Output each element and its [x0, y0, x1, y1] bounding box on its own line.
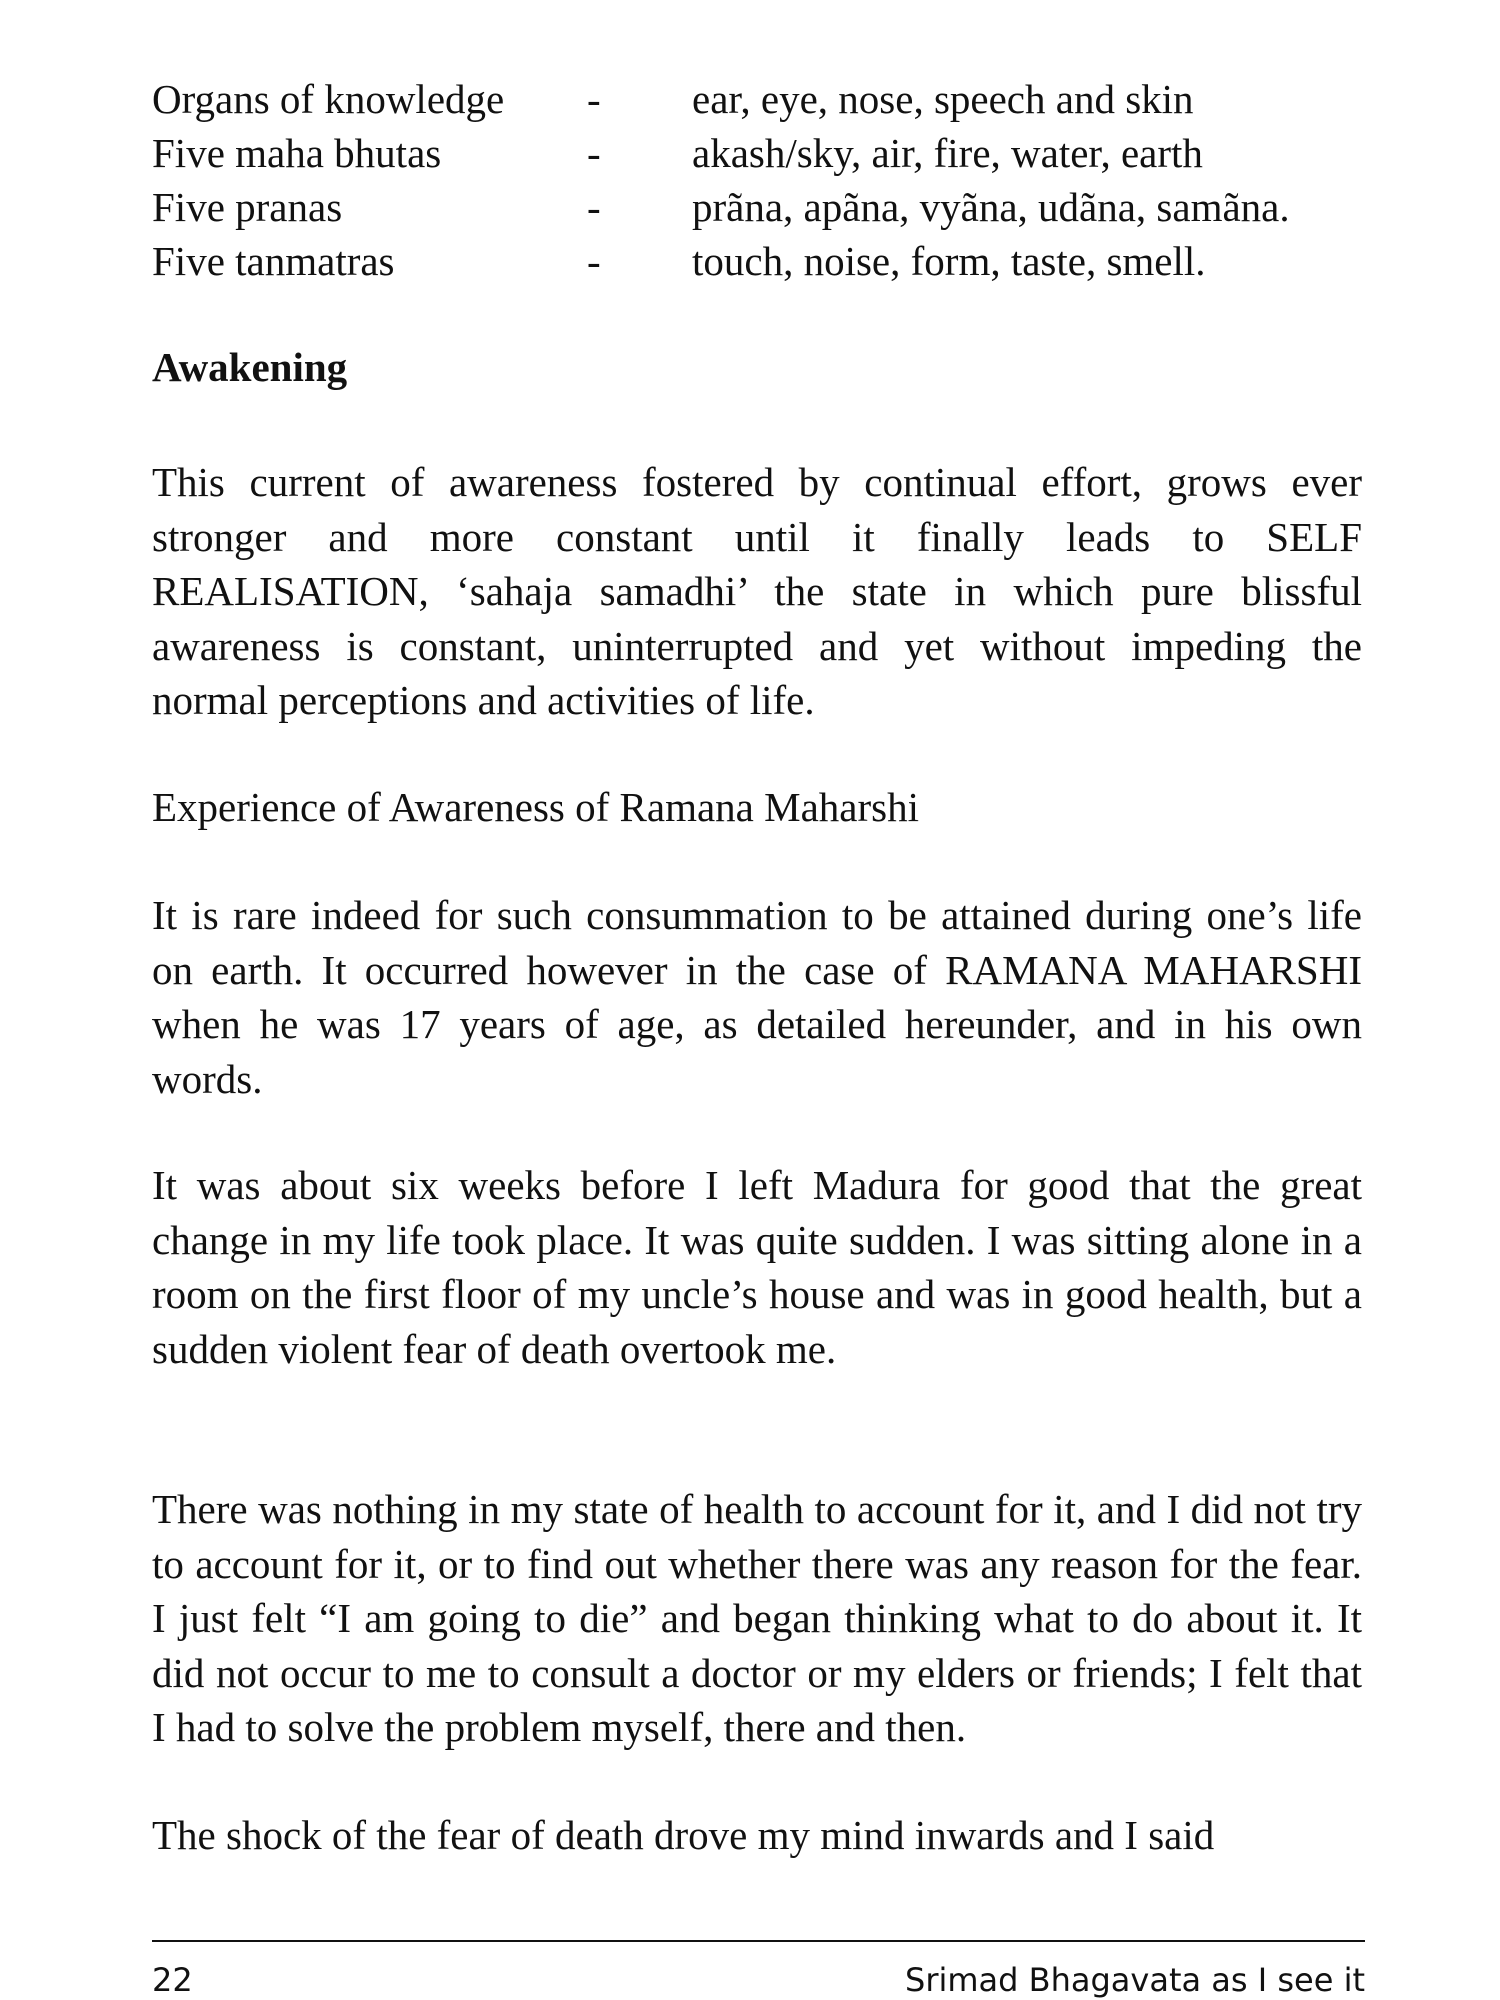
definition-value: akash/sky, air, fire, water, earth — [692, 130, 1203, 176]
definition-row — [152, 234, 1382, 288]
paragraph-great-change: It was about six weeks before I left Madura for good that the great change in my life took place. It was quite sudden. I was sitting alone in a room on the first floor of my uncle’s house and was in good health, but a sudden violent fear of death overtook me. — [152, 1162, 1362, 1372]
definition-separator: - — [587, 130, 601, 176]
subheading-ramana-experience: Experience of Awareness of Ramana Maharshi — [152, 784, 919, 830]
definition-term: Five tanmatras — [152, 238, 395, 284]
paragraph-rare-consummation: It is rare indeed for such consummation to be attained during one’s life on earth. It occurred however in the case of RAMANA MAHARSHI when he was 17 years of age, as detailed hereunder, and in his own words. — [152, 892, 1362, 1102]
running-footer-title: Srimad Bhagavata as I see it — [905, 1961, 1365, 1999]
definition-separator: - — [587, 238, 601, 284]
paragraph-no-reason: There was nothing in my state of health to account for it, and I did not try to account for it, or to find out whether there was any reason for the fear. I just felt “I am going to die” and began thinking what to do about it. It did not occur to me to consult a doctor or my elders or friends; I felt that I had to solve the problem myself, there and then. — [152, 1486, 1362, 1750]
definition-value: touch, noise, form, taste, smell. — [692, 238, 1206, 284]
page-number: 22 — [152, 1961, 193, 1999]
definition-separator: - — [587, 76, 601, 122]
definition-row — [152, 180, 1382, 234]
paragraph-shock-of-fear: The shock of the fear of death drove my mind inwards and I said — [152, 1812, 1215, 1858]
definition-term: Five maha bhutas — [152, 130, 442, 176]
paragraph-self-realisation: This current of awareness fostered by continual effort, grows ever stronger and more constant until it finally leads to SELF REALISATION, ‘sahaja samadhi’ the state in which pure blissful awareness is constant, uninterrupted and yet without impeding the normal perceptions and activities of life. — [152, 459, 1362, 723]
definition-row — [152, 126, 1382, 180]
section-heading: Awakening — [152, 344, 348, 390]
definitions-list — [152, 72, 1382, 288]
definition-separator: - — [587, 184, 601, 230]
definition-row — [152, 72, 1382, 126]
definition-term: Organs of knowledge — [152, 76, 505, 122]
definition-value: prãna, apãna, vyãna, udãna, samãna. — [692, 184, 1290, 230]
definition-value: ear, eye, nose, speech and skin — [692, 76, 1194, 122]
footer-divider — [152, 1940, 1365, 1942]
definition-term: Five pranas — [152, 184, 343, 230]
